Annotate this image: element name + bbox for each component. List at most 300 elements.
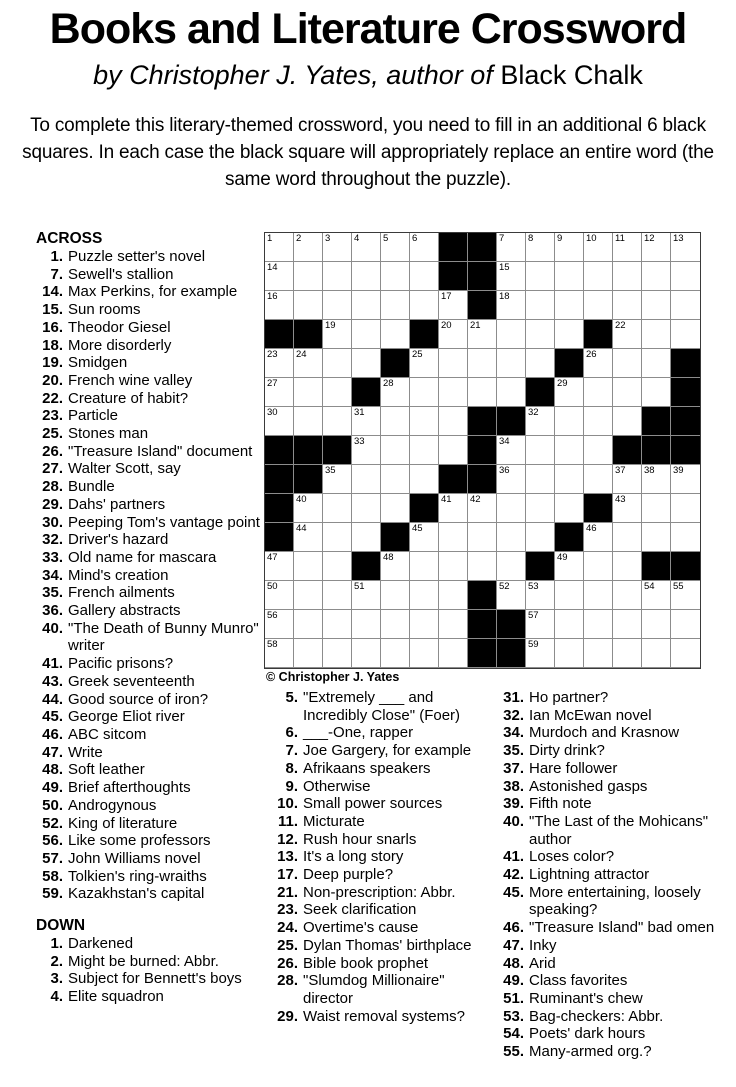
grid-cell-r8c5[interactable] xyxy=(381,436,410,465)
grid-cell-r5c2[interactable] xyxy=(294,349,323,378)
grid-cell-r2c6[interactable] xyxy=(410,262,439,291)
grid-cell-r11c10[interactable] xyxy=(526,523,555,552)
cell-number: 21 xyxy=(470,320,481,331)
grid-cell-r1c14[interactable] xyxy=(642,233,671,262)
grid-cell-r10c14[interactable] xyxy=(642,494,671,523)
grid-cell-r14c2[interactable] xyxy=(294,610,323,639)
clue-text: Sewell's stallion xyxy=(68,265,174,283)
grid-cell-r11c14[interactable] xyxy=(642,523,671,552)
grid-cell-r1c3[interactable] xyxy=(323,233,352,262)
grid-cell-r3c14[interactable] xyxy=(642,291,671,320)
cell-number: 52 xyxy=(499,581,510,592)
grid-cell-r2c7 xyxy=(439,262,468,291)
across-clues-list xyxy=(36,248,266,903)
grid-cell-r3c3[interactable] xyxy=(323,291,352,320)
grid-cell-r15c10[interactable] xyxy=(526,639,555,668)
clue-text: Stones man xyxy=(68,425,149,443)
grid-cell-r9c6[interactable] xyxy=(410,465,439,494)
clue-number: 25. xyxy=(42,425,63,443)
clue-text: Pacific prisons? xyxy=(68,655,174,673)
clue-down-37 xyxy=(494,760,736,778)
clue-down-10 xyxy=(268,795,497,813)
grid-cell-r1c11[interactable] xyxy=(555,233,584,262)
grid-cell-r3c9[interactable] xyxy=(497,291,526,320)
clue-number: 27. xyxy=(42,460,63,478)
clue-number: 36. xyxy=(42,602,63,620)
clue-across-58 xyxy=(36,868,266,886)
grid-cell-r15c15[interactable] xyxy=(671,639,700,668)
grid-cell-r10c4[interactable] xyxy=(352,494,381,523)
grid-cell-r11c6[interactable] xyxy=(410,523,439,552)
grid-cell-r13c5[interactable] xyxy=(381,581,410,610)
grid-cell-r6c10 xyxy=(526,378,555,407)
grid-cell-r2c12[interactable] xyxy=(584,262,613,291)
grid-cell-r13c4[interactable] xyxy=(352,581,381,610)
grid-cell-r13c15[interactable] xyxy=(671,581,700,610)
grid-cell-r10c9[interactable] xyxy=(497,494,526,523)
grid-cell-r2c5[interactable] xyxy=(381,262,410,291)
grid-cell-r9c4[interactable] xyxy=(352,465,381,494)
across-header: ACROSS xyxy=(36,230,103,247)
grid-cell-r14c15[interactable] xyxy=(671,610,700,639)
grid-cell-r5c3[interactable] xyxy=(323,349,352,378)
grid-cell-r9c5[interactable] xyxy=(381,465,410,494)
clue-number: 44. xyxy=(42,690,63,708)
cell-number: 47 xyxy=(267,552,278,563)
clue-text: "Treasure Island" bad omen xyxy=(529,919,715,937)
grid-cell-r12c4 xyxy=(352,552,381,581)
grid-cell-r1c4[interactable] xyxy=(352,233,381,262)
grid-cell-r14c12[interactable] xyxy=(584,610,613,639)
grid-cell-r4c5[interactable] xyxy=(381,320,410,349)
grid-cell-r9c14[interactable] xyxy=(642,465,671,494)
clue-number: 1. xyxy=(50,935,63,953)
grid-cell-r13c7[interactable] xyxy=(439,581,468,610)
grid-cell-r14c11[interactable] xyxy=(555,610,584,639)
grid-cell-r15c12[interactable] xyxy=(584,639,613,668)
grid-cell-r15c1[interactable] xyxy=(265,639,294,668)
clue-number: 42. xyxy=(503,866,524,884)
cell-number: 54 xyxy=(644,581,655,592)
grid-cell-r3c2[interactable] xyxy=(294,291,323,320)
grid-cell-r7c14 xyxy=(642,407,671,436)
cell-number: 18 xyxy=(499,291,510,302)
grid-cell-r15c11[interactable] xyxy=(555,639,584,668)
grid-cell-r6c1[interactable] xyxy=(265,378,294,407)
cell-number: 1 xyxy=(267,233,273,244)
grid-cell-r14c8 xyxy=(468,610,497,639)
clue-across-35 xyxy=(36,584,266,602)
grid-cell-r5c7[interactable] xyxy=(439,349,468,378)
grid-cell-r2c11[interactable] xyxy=(555,262,584,291)
grid-cell-r1c1[interactable] xyxy=(265,233,294,262)
grid-cell-r6c6[interactable] xyxy=(410,378,439,407)
grid-cell-r11c15[interactable] xyxy=(671,523,700,552)
grid-cell-r12c5[interactable] xyxy=(381,552,410,581)
clue-text: Might be burned: Abbr. xyxy=(68,952,219,970)
grid-cell-r9c3[interactable] xyxy=(323,465,352,494)
grid-cell-r7c10[interactable] xyxy=(526,407,555,436)
clue-number: 32. xyxy=(503,706,524,724)
grid-cell-r9c7 xyxy=(439,465,468,494)
clue-text: Like some professors xyxy=(68,832,211,850)
cell-number: 23 xyxy=(267,349,278,360)
grid-cell-r3c11[interactable] xyxy=(555,291,584,320)
grid-cell-r4c4[interactable] xyxy=(352,320,381,349)
clue-across-59 xyxy=(36,885,266,903)
cell-number: 15 xyxy=(499,262,510,273)
cell-number: 43 xyxy=(615,494,626,505)
grid-cell-r6c5[interactable] xyxy=(381,378,410,407)
grid-cell-r6c13[interactable] xyxy=(613,378,642,407)
grid-cell-r6c7[interactable] xyxy=(439,378,468,407)
grid-cell-r1c6[interactable] xyxy=(410,233,439,262)
cell-number: 55 xyxy=(673,581,684,592)
clue-number: 37. xyxy=(503,759,524,777)
grid-cell-r14c13[interactable] xyxy=(613,610,642,639)
clue-number: 28. xyxy=(277,972,298,990)
grid-cell-r2c15[interactable] xyxy=(671,262,700,291)
cell-number: 25 xyxy=(412,349,423,360)
grid-cell-r3c10[interactable] xyxy=(526,291,555,320)
grid-cell-r9c10[interactable] xyxy=(526,465,555,494)
grid-cell-r11c2[interactable] xyxy=(294,523,323,552)
clue-number: 51. xyxy=(503,989,524,1007)
grid-cell-r8c12[interactable] xyxy=(584,436,613,465)
cell-number: 3 xyxy=(325,233,331,244)
clue-text: Gallery abstracts xyxy=(68,602,181,620)
grid-cell-r6c9[interactable] xyxy=(497,378,526,407)
grid-cell-r15c4[interactable] xyxy=(352,639,381,668)
clue-down-35 xyxy=(494,742,736,760)
cell-number: 14 xyxy=(267,262,278,273)
clue-number: 48. xyxy=(503,954,524,972)
grid-cell-r2c14[interactable] xyxy=(642,262,671,291)
clue-text: ___-One, rapper xyxy=(303,724,414,742)
grid-cell-r10c8[interactable] xyxy=(468,494,497,523)
clue-text: "The Last of the Mohicans" author xyxy=(529,812,709,848)
grid-cell-r12c3[interactable] xyxy=(323,552,352,581)
grid-cell-r7c1[interactable] xyxy=(265,407,294,436)
clue-across-48 xyxy=(36,761,266,779)
grid-cell-r13c13[interactable] xyxy=(613,581,642,610)
grid-cell-r3c7[interactable] xyxy=(439,291,468,320)
grid-cell-r7c12[interactable] xyxy=(584,407,613,436)
clue-down-25 xyxy=(268,937,497,955)
grid-cell-r12c2[interactable] xyxy=(294,552,323,581)
clue-text: Seek clarification xyxy=(303,901,417,919)
clue-text: Max Perkins, for example xyxy=(68,283,238,301)
grid-cell-r12c1[interactable] xyxy=(265,552,294,581)
clue-text: Arid xyxy=(529,954,556,972)
grid-cell-r5c8[interactable] xyxy=(468,349,497,378)
clue-down-21 xyxy=(268,884,497,902)
grid-cell-r5c9[interactable] xyxy=(497,349,526,378)
clue-across-36 xyxy=(36,602,266,620)
grid-cell-r9c11[interactable] xyxy=(555,465,584,494)
grid-cell-r14c6[interactable] xyxy=(410,610,439,639)
grid-cell-r4c15[interactable] xyxy=(671,320,700,349)
grid-cell-r12c11[interactable] xyxy=(555,552,584,581)
grid-cell-r1c12[interactable] xyxy=(584,233,613,262)
grid-cell-r12c6[interactable] xyxy=(410,552,439,581)
grid-cell-r7c5[interactable] xyxy=(381,407,410,436)
grid-cell-r5c1[interactable] xyxy=(265,349,294,378)
grid-cell-r6c3[interactable] xyxy=(323,378,352,407)
clue-text: "The Death of Bunny Munro" writer xyxy=(68,619,259,655)
grid-cell-r1c15[interactable] xyxy=(671,233,700,262)
grid-cell-r2c13[interactable] xyxy=(613,262,642,291)
clue-down-26 xyxy=(268,955,497,973)
grid-cell-r15c7[interactable] xyxy=(439,639,468,668)
grid-cell-r11c12[interactable] xyxy=(584,523,613,552)
cell-number: 59 xyxy=(528,639,539,650)
grid-cell-r12c13[interactable] xyxy=(613,552,642,581)
grid-cell-r12c10 xyxy=(526,552,555,581)
cell-number: 56 xyxy=(267,610,278,621)
clue-across-29 xyxy=(36,496,266,514)
grid-cell-r7c4[interactable] xyxy=(352,407,381,436)
grid-cell-r10c3[interactable] xyxy=(323,494,352,523)
grid-cell-r8c11[interactable] xyxy=(555,436,584,465)
grid-cell-r5c12[interactable] xyxy=(584,349,613,378)
grid-cell-r3c12[interactable] xyxy=(584,291,613,320)
grid-cell-r11c1 xyxy=(265,523,294,552)
grid-cell-r2c9[interactable] xyxy=(497,262,526,291)
grid-cell-r13c6[interactable] xyxy=(410,581,439,610)
grid-cell-r5c14[interactable] xyxy=(642,349,671,378)
clue-text: "Extremely ___ and Incredibly Close" (Foer) xyxy=(303,689,461,724)
grid-cell-r8c8 xyxy=(468,436,497,465)
grid-cell-r8c3 xyxy=(323,436,352,465)
clue-number: 49. xyxy=(503,972,524,990)
clue-across-16 xyxy=(36,319,266,337)
grid-cell-r12c12[interactable] xyxy=(584,552,613,581)
grid-cell-r6c12[interactable] xyxy=(584,378,613,407)
grid-cell-r14c1[interactable] xyxy=(265,610,294,639)
grid-cell-r8c7[interactable] xyxy=(439,436,468,465)
grid-cell-r15c3[interactable] xyxy=(323,639,352,668)
clue-number: 35. xyxy=(42,584,63,602)
clue-across-44 xyxy=(36,691,266,709)
cell-number: 19 xyxy=(325,320,336,331)
grid-cell-r9c13[interactable] xyxy=(613,465,642,494)
grid-cell-r4c13[interactable] xyxy=(613,320,642,349)
grid-cell-r15c6[interactable] xyxy=(410,639,439,668)
grid-cell-r12c8[interactable] xyxy=(468,552,497,581)
clue-number: 40. xyxy=(42,619,63,637)
grid-cell-r13c9[interactable] xyxy=(497,581,526,610)
clue-down-32 xyxy=(494,707,736,725)
grid-cell-r7c6[interactable] xyxy=(410,407,439,436)
grid-cell-r4c1 xyxy=(265,320,294,349)
clue-text: Ho partner? xyxy=(529,689,609,706)
grid-cell-r13c2[interactable] xyxy=(294,581,323,610)
grid-cell-r6c2[interactable] xyxy=(294,378,323,407)
grid-cell-r8c6[interactable] xyxy=(410,436,439,465)
grid-cell-r10c13[interactable] xyxy=(613,494,642,523)
grid-cell-r9c9[interactable] xyxy=(497,465,526,494)
grid-cell-r4c3[interactable] xyxy=(323,320,352,349)
clue-down-13 xyxy=(268,848,497,866)
grid-cell-r3c6[interactable] xyxy=(410,291,439,320)
clue-number: 31. xyxy=(503,689,524,706)
grid-cell-r4c14[interactable] xyxy=(642,320,671,349)
grid-cell-r8c4[interactable] xyxy=(352,436,381,465)
grid-cell-r1c13[interactable] xyxy=(613,233,642,262)
grid-cell-r14c14[interactable] xyxy=(642,610,671,639)
clue-down-9 xyxy=(268,778,497,796)
cell-number: 53 xyxy=(528,581,539,592)
grid-cell-r13c14[interactable] xyxy=(642,581,671,610)
grid-cell-r11c3[interactable] xyxy=(323,523,352,552)
grid-cell-r6c15 xyxy=(671,378,700,407)
grid-cell-r2c2[interactable] xyxy=(294,262,323,291)
cell-number: 30 xyxy=(267,407,278,418)
grid-cell-r12c7[interactable] xyxy=(439,552,468,581)
grid-cell-r13c1[interactable] xyxy=(265,581,294,610)
grid-cell-r11c8[interactable] xyxy=(468,523,497,552)
grid-cell-r6c4 xyxy=(352,378,381,407)
grid-cell-r11c9[interactable] xyxy=(497,523,526,552)
grid-cell-r7c3[interactable] xyxy=(323,407,352,436)
grid-cell-r11c13[interactable] xyxy=(613,523,642,552)
grid-cell-r4c10[interactable] xyxy=(526,320,555,349)
grid-cell-r14c5[interactable] xyxy=(381,610,410,639)
clue-text: Lightning attractor xyxy=(529,866,650,884)
clue-down-54 xyxy=(494,1025,736,1043)
grid-cell-r14c4[interactable] xyxy=(352,610,381,639)
grid-cell-r11c7[interactable] xyxy=(439,523,468,552)
grid-cell-r10c7[interactable] xyxy=(439,494,468,523)
grid-cell-r13c11[interactable] xyxy=(555,581,584,610)
grid-cell-r15c9 xyxy=(497,639,526,668)
grid-cell-r10c15[interactable] xyxy=(671,494,700,523)
clue-down-24 xyxy=(268,919,497,937)
grid-cell-r14c7[interactable] xyxy=(439,610,468,639)
grid-cell-r4c8[interactable] xyxy=(468,320,497,349)
grid-cell-r7c11[interactable] xyxy=(555,407,584,436)
grid-cell-r11c11 xyxy=(555,523,584,552)
clue-text: Elite squadron xyxy=(68,988,164,1006)
grid-cell-r3c4[interactable] xyxy=(352,291,381,320)
grid-cell-r2c3[interactable] xyxy=(323,262,352,291)
grid-cell-r15c14[interactable] xyxy=(642,639,671,668)
grid-cell-r6c11[interactable] xyxy=(555,378,584,407)
grid-cell-r9c12[interactable] xyxy=(584,465,613,494)
clue-number: 10. xyxy=(277,795,298,813)
grid-cell-r4c11[interactable] xyxy=(555,320,584,349)
grid-cell-r5c13[interactable] xyxy=(613,349,642,378)
clue-down-31 xyxy=(494,689,736,707)
clue-across-27 xyxy=(36,460,266,478)
grid-cell-r6c14[interactable] xyxy=(642,378,671,407)
clue-text: George Eliot river xyxy=(68,708,185,726)
grid-cell-r15c13[interactable] xyxy=(613,639,642,668)
grid-cell-r14c3[interactable] xyxy=(323,610,352,639)
clue-down-41 xyxy=(494,848,736,866)
clue-text: Waist removal systems? xyxy=(303,1007,465,1025)
clue-down-23 xyxy=(268,901,497,919)
grid-cell-r10c2[interactable] xyxy=(294,494,323,523)
grid-cell-r3c15[interactable] xyxy=(671,291,700,320)
cell-number: 17 xyxy=(441,291,452,302)
clue-number: 47. xyxy=(503,936,524,954)
grid-cell-r3c1[interactable] xyxy=(265,291,294,320)
clue-text: Soft leather xyxy=(68,761,145,779)
clue-down-51 xyxy=(494,990,736,1008)
clue-number: 43. xyxy=(42,672,63,690)
grid-cell-r13c12[interactable] xyxy=(584,581,613,610)
cell-number: 40 xyxy=(296,494,307,505)
cell-number: 41 xyxy=(441,494,452,505)
grid-cell-r1c9[interactable] xyxy=(497,233,526,262)
clue-number: 53. xyxy=(503,1007,524,1025)
cell-number: 10 xyxy=(586,233,597,244)
clue-text: Kazakhstan's capital xyxy=(68,885,205,903)
grid-cell-r2c1[interactable] xyxy=(265,262,294,291)
grid-cell-r3c5[interactable] xyxy=(381,291,410,320)
clue-text: Dylan Thomas' birthplace xyxy=(303,936,472,954)
grid-cell-r13c10[interactable] xyxy=(526,581,555,610)
grid-cell-r3c13[interactable] xyxy=(613,291,642,320)
grid-cell-r15c5[interactable] xyxy=(381,639,410,668)
cell-number: 50 xyxy=(267,581,278,592)
grid-cell-r7c7[interactable] xyxy=(439,407,468,436)
clue-number: 13. xyxy=(277,848,298,866)
clue-text: Good source of iron? xyxy=(68,690,209,708)
grid-cell-r2c4[interactable] xyxy=(352,262,381,291)
clue-down-5 xyxy=(268,689,497,724)
grid-cell-r5c4[interactable] xyxy=(352,349,381,378)
grid-cell-r8c9[interactable] xyxy=(497,436,526,465)
grid-cell-r14c10[interactable] xyxy=(526,610,555,639)
grid-cell-r4c9[interactable] xyxy=(497,320,526,349)
clue-text: It's a long story xyxy=(303,848,404,866)
grid-cell-r1c2[interactable] xyxy=(294,233,323,262)
grid-cell-r9c15[interactable] xyxy=(671,465,700,494)
clue-across-43 xyxy=(36,673,266,691)
clue-number: 29. xyxy=(42,495,63,513)
cell-number: 32 xyxy=(528,407,539,418)
grid-cell-r2c10[interactable] xyxy=(526,262,555,291)
grid-copyright: © Christopher J. Yates xyxy=(266,670,400,684)
clue-down-53 xyxy=(494,1008,736,1026)
grid-cell-r11c4[interactable] xyxy=(352,523,381,552)
grid-cell-r10c6 xyxy=(410,494,439,523)
grid-cell-r7c13[interactable] xyxy=(613,407,642,436)
grid-cell-r5c10[interactable] xyxy=(526,349,555,378)
grid-cell-r6c8[interactable] xyxy=(468,378,497,407)
grid-cell-r1c10[interactable] xyxy=(526,233,555,262)
grid-cell-r7c2[interactable] xyxy=(294,407,323,436)
grid-cell-r5c6[interactable] xyxy=(410,349,439,378)
grid-cell-r10c11[interactable] xyxy=(555,494,584,523)
grid-cell-r1c5[interactable] xyxy=(381,233,410,262)
clue-number: 55. xyxy=(503,1043,524,1061)
grid-cell-r10c10[interactable] xyxy=(526,494,555,523)
grid-cell-r12c9[interactable] xyxy=(497,552,526,581)
grid-cell-r8c10[interactable] xyxy=(526,436,555,465)
grid-cell-r13c8 xyxy=(468,581,497,610)
grid-cell-r15c2[interactable] xyxy=(294,639,323,668)
grid-cell-r3c8 xyxy=(468,291,497,320)
clue-across-41 xyxy=(36,655,266,673)
grid-cell-r13c3[interactable] xyxy=(323,581,352,610)
grid-cell-r10c5[interactable] xyxy=(381,494,410,523)
clue-number: 12. xyxy=(277,830,298,848)
grid-cell-r4c7[interactable] xyxy=(439,320,468,349)
